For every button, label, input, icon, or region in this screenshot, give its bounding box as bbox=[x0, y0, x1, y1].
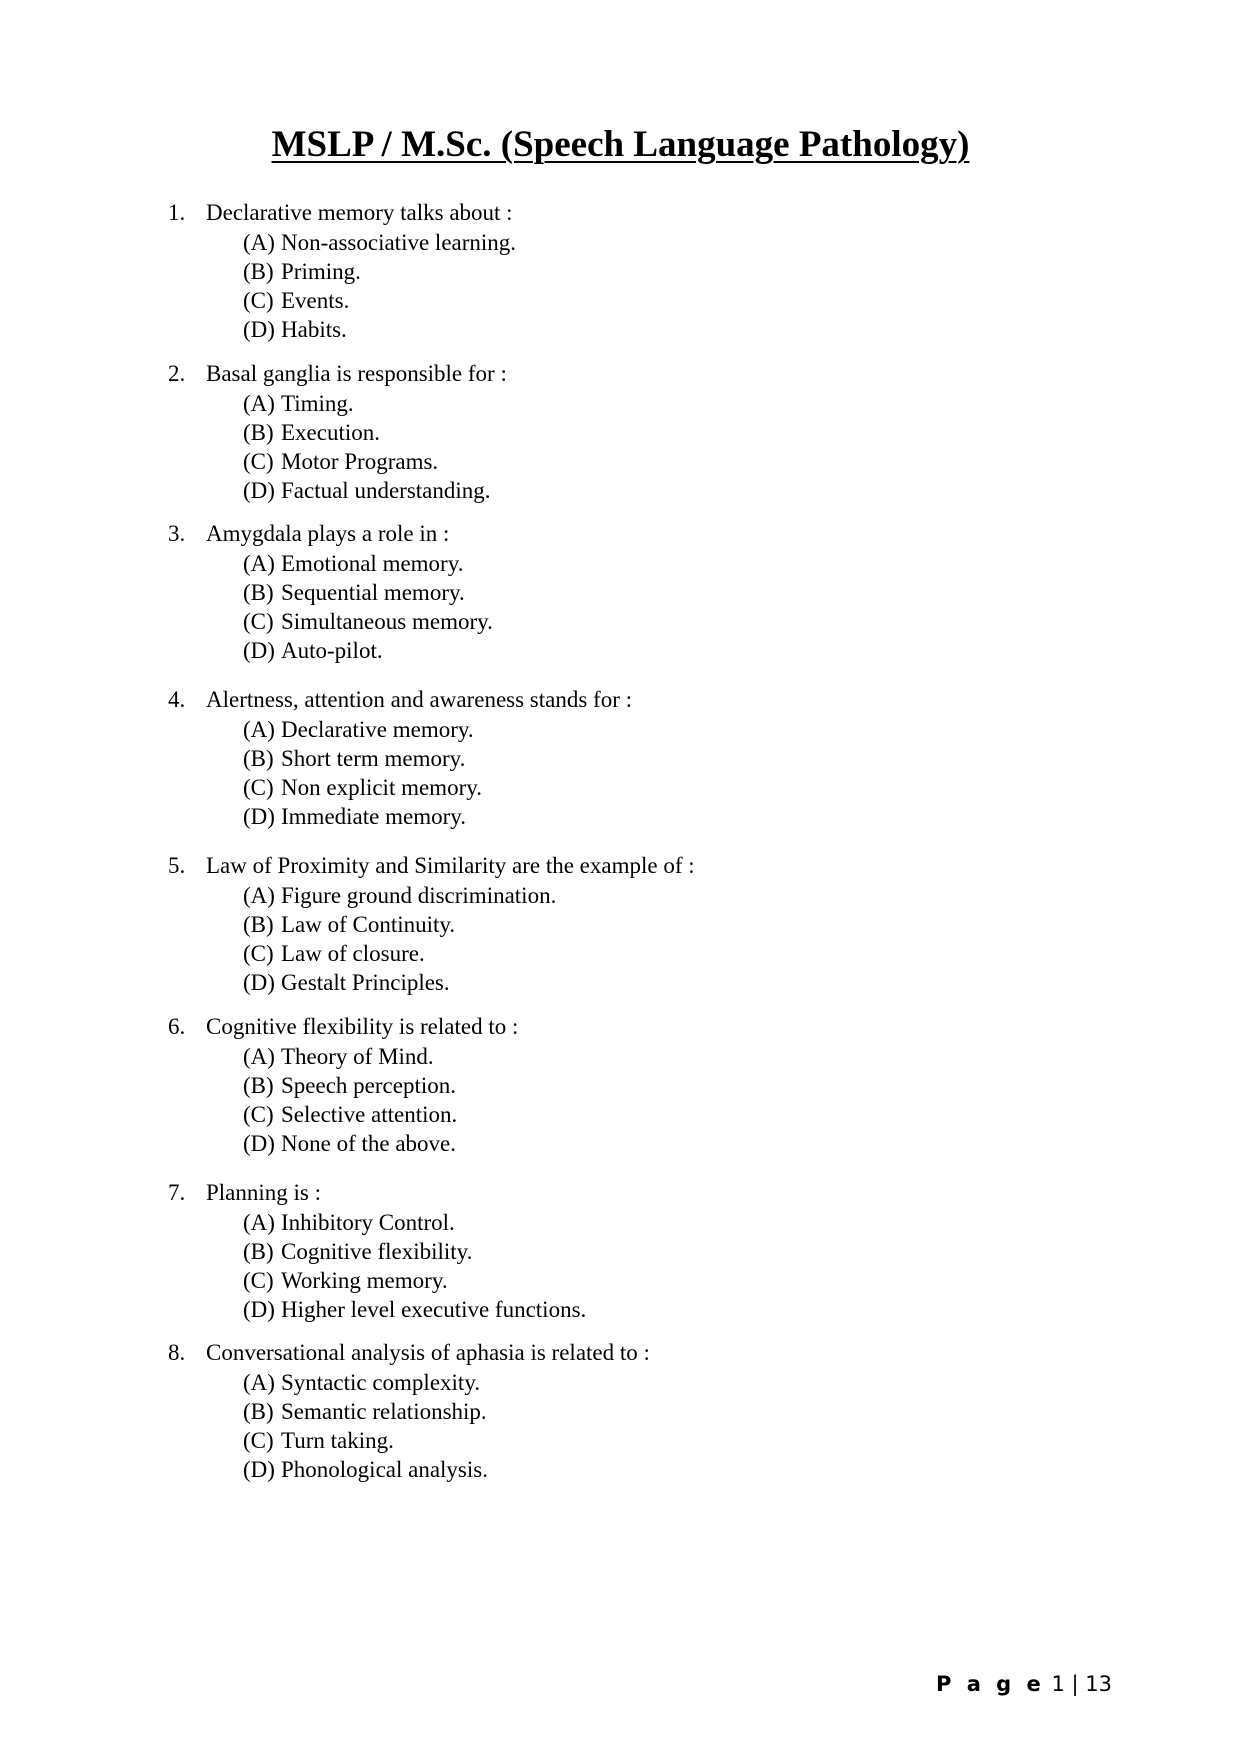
option-text: Syntactic complexity. bbox=[281, 1370, 481, 1395]
option-text: Sequential memory. bbox=[281, 580, 465, 605]
question-stem bbox=[0, 518, 1000, 549]
total-pages: 13 bbox=[1085, 1672, 1113, 1696]
question-text: Alertness, attention and awareness stands for : bbox=[206, 687, 633, 712]
question-number: 6. bbox=[168, 1014, 186, 1039]
question-7 bbox=[0, 1177, 1000, 1324]
option-b bbox=[0, 1071, 1000, 1100]
option-letter: (C) bbox=[243, 1428, 274, 1453]
option-b bbox=[0, 1397, 1000, 1426]
option-c bbox=[0, 1266, 1000, 1295]
option-a bbox=[0, 389, 1000, 418]
option-text: Law of Continuity. bbox=[281, 912, 456, 937]
question-stem bbox=[0, 1011, 1000, 1042]
question-text: Cognitive flexibility is related to : bbox=[206, 1014, 519, 1039]
option-text: None of the above. bbox=[281, 1131, 456, 1156]
option-a bbox=[0, 549, 1000, 578]
option-a bbox=[0, 1042, 1000, 1071]
option-text: Execution. bbox=[281, 420, 380, 445]
option-text: Events. bbox=[281, 288, 350, 313]
question-stem bbox=[0, 850, 1000, 881]
option-letter: (C) bbox=[243, 1102, 274, 1127]
option-letter: (C) bbox=[243, 449, 274, 474]
option-text: Speech perception. bbox=[281, 1073, 456, 1098]
option-c bbox=[0, 773, 1000, 802]
question-text: Law of Proximity and Similarity are the example of : bbox=[206, 853, 695, 878]
question-number: 3. bbox=[168, 521, 186, 546]
option-text: Cognitive flexibility. bbox=[281, 1239, 473, 1264]
option-text: Working memory. bbox=[281, 1268, 448, 1293]
option-b bbox=[0, 257, 1000, 286]
option-text: Law of closure. bbox=[281, 941, 425, 966]
option-text: Theory of Mind. bbox=[281, 1044, 434, 1069]
option-letter: (A) bbox=[243, 1370, 275, 1395]
option-letter: (D) bbox=[243, 804, 275, 829]
option-letter: (D) bbox=[243, 317, 275, 342]
option-letter: (C) bbox=[243, 1268, 274, 1293]
option-text: Declarative memory. bbox=[281, 717, 474, 742]
option-text: Figure ground discrimination. bbox=[281, 883, 557, 908]
option-b bbox=[0, 1237, 1000, 1266]
question-number: 8. bbox=[168, 1340, 186, 1365]
option-a bbox=[0, 228, 1000, 257]
question-4 bbox=[0, 684, 1000, 831]
question-3 bbox=[0, 518, 1000, 665]
option-d bbox=[0, 636, 1000, 665]
page-footer bbox=[936, 1672, 1112, 1696]
option-letter: (B) bbox=[243, 746, 274, 771]
option-text: Gestalt Principles. bbox=[281, 970, 450, 995]
option-c bbox=[0, 607, 1000, 636]
option-letter: (D) bbox=[243, 1131, 275, 1156]
question-stem bbox=[0, 1337, 1000, 1368]
option-letter: (A) bbox=[243, 1044, 275, 1069]
question-text: Conversational analysis of aphasia is related to : bbox=[206, 1340, 650, 1365]
page-title bbox=[0, 121, 1241, 169]
question-text: Amygdala plays a role in : bbox=[206, 521, 450, 546]
option-b bbox=[0, 418, 1000, 447]
option-text: Motor Programs. bbox=[281, 449, 439, 474]
option-text: Auto-pilot. bbox=[281, 638, 383, 663]
option-d bbox=[0, 802, 1000, 831]
option-d bbox=[0, 1455, 1000, 1484]
option-letter: (C) bbox=[243, 941, 274, 966]
option-a bbox=[0, 1368, 1000, 1397]
option-letter: (B) bbox=[243, 259, 274, 284]
page-number: 1 bbox=[1051, 1672, 1065, 1696]
page-label: P a g e bbox=[936, 1672, 1045, 1696]
option-d bbox=[0, 315, 1000, 344]
page-title-text: MSLP / M.Sc. (Speech Language Pathology) bbox=[271, 124, 970, 165]
question-1 bbox=[0, 197, 1000, 344]
option-letter: (A) bbox=[243, 883, 275, 908]
option-text: Turn taking. bbox=[281, 1428, 394, 1453]
question-stem bbox=[0, 1177, 1000, 1208]
option-a bbox=[0, 1208, 1000, 1237]
option-text: Factual understanding. bbox=[281, 478, 491, 503]
question-text: Planning is : bbox=[206, 1180, 322, 1205]
option-letter: (D) bbox=[243, 638, 275, 663]
option-letter: (C) bbox=[243, 609, 274, 634]
option-c bbox=[0, 286, 1000, 315]
page-separator: | bbox=[1071, 1672, 1079, 1696]
question-8 bbox=[0, 1337, 1000, 1484]
option-c bbox=[0, 1426, 1000, 1455]
option-c bbox=[0, 447, 1000, 476]
option-letter: (A) bbox=[243, 1210, 275, 1235]
question-text: Basal ganglia is responsible for : bbox=[206, 361, 507, 386]
option-b bbox=[0, 910, 1000, 939]
question-number: 2. bbox=[168, 361, 186, 386]
option-letter: (B) bbox=[243, 1399, 274, 1424]
option-text: Emotional memory. bbox=[281, 551, 464, 576]
option-letter: (C) bbox=[243, 775, 274, 800]
question-text: Declarative memory talks about : bbox=[206, 200, 513, 225]
option-d bbox=[0, 1295, 1000, 1324]
option-letter: (B) bbox=[243, 580, 274, 605]
option-letter: (B) bbox=[243, 912, 274, 937]
option-letter: (C) bbox=[243, 288, 274, 313]
option-text: Habits. bbox=[281, 317, 347, 342]
option-text: Priming. bbox=[281, 259, 361, 284]
option-text: Timing. bbox=[281, 391, 354, 416]
option-c bbox=[0, 1100, 1000, 1129]
option-b bbox=[0, 744, 1000, 773]
option-d bbox=[0, 476, 1000, 505]
option-letter: (A) bbox=[243, 230, 275, 255]
option-text: Simultaneous memory. bbox=[281, 609, 493, 634]
option-letter: (B) bbox=[243, 1073, 274, 1098]
question-2 bbox=[0, 358, 1000, 505]
option-letter: (D) bbox=[243, 1297, 275, 1322]
option-b bbox=[0, 578, 1000, 607]
question-stem bbox=[0, 684, 1000, 715]
option-text: Non explicit memory. bbox=[281, 775, 482, 800]
option-text: Selective attention. bbox=[281, 1102, 458, 1127]
option-c bbox=[0, 939, 1000, 968]
question-stem bbox=[0, 358, 1000, 389]
option-text: Inhibitory Control. bbox=[281, 1210, 455, 1235]
question-number: 4. bbox=[168, 687, 186, 712]
question-number: 1. bbox=[168, 200, 186, 225]
option-text: Semantic relationship. bbox=[281, 1399, 487, 1424]
option-a bbox=[0, 881, 1000, 910]
question-6 bbox=[0, 1011, 1000, 1158]
option-text: Higher level executive functions. bbox=[281, 1297, 587, 1322]
option-letter: (B) bbox=[243, 1239, 274, 1264]
option-letter: (B) bbox=[243, 420, 274, 445]
option-letter: (D) bbox=[243, 478, 275, 503]
option-letter: (A) bbox=[243, 551, 275, 576]
option-d bbox=[0, 968, 1000, 997]
option-text: Non-associative learning. bbox=[281, 230, 517, 255]
option-letter: (A) bbox=[243, 717, 275, 742]
option-text: Immediate memory. bbox=[281, 804, 466, 829]
question-stem bbox=[0, 197, 1000, 228]
question-number: 5. bbox=[168, 853, 186, 878]
question-number: 7. bbox=[168, 1180, 186, 1205]
option-letter: (D) bbox=[243, 1457, 275, 1482]
question-5 bbox=[0, 850, 1000, 997]
option-letter: (D) bbox=[243, 970, 275, 995]
option-text: Short term memory. bbox=[281, 746, 466, 771]
option-a bbox=[0, 715, 1000, 744]
option-letter: (A) bbox=[243, 391, 275, 416]
option-text: Phonological analysis. bbox=[281, 1457, 488, 1482]
option-d bbox=[0, 1129, 1000, 1158]
